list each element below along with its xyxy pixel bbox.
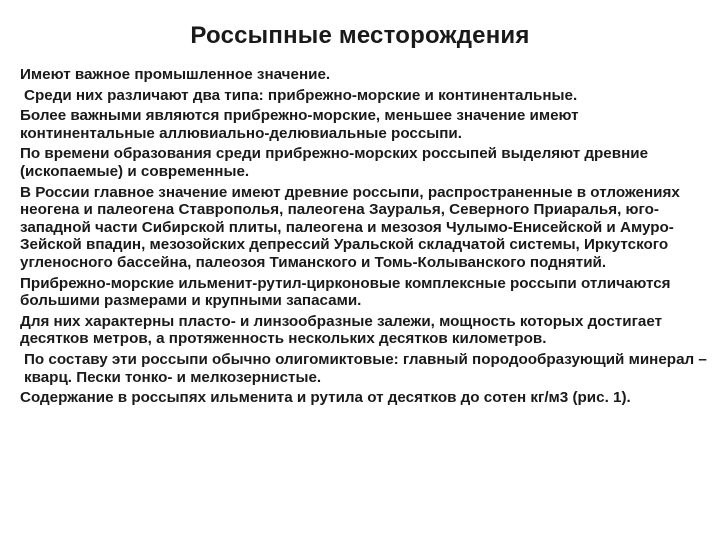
slide-title: Россыпные месторождения	[190, 22, 530, 49]
paragraph-3: Более важными являются прибрежно-морские, меньшее значение имеют континентальные аллювиально-делювиальные россыпи.	[20, 107, 579, 142]
paragraph-6: Прибрежно-морские ильменит-рутил-цирконовые комплексные россыпи отличаются большими размерами и крупными запасами.	[20, 274, 671, 310]
paragraph-4: По времени образования среди прибрежно-морских россыпей выделяют древние (ископаемые) и современные.	[20, 145, 649, 180]
paragraph-7: Для них характерны пласто- и линзообразные залежи, мощность которых достигает десятков метров, а протяженность нескольких десятков километров.	[20, 312, 663, 348]
paragraph-1: Имеют важное промышленное значение.	[20, 66, 331, 83]
paragraph-2: Среди них различают два типа: прибрежно-морские и континентальные.	[24, 86, 578, 104]
paragraph-9: Содержание в россыпях ильменита и рутила от десятков до сотен кг/м3 (рис. 1).	[20, 389, 631, 407]
paragraph-8: По составу эти россыпи обычно олигомиктовые: главный породообразующий минерал – кварц. Пески тонко- и мелкозернистые.	[24, 350, 707, 386]
paragraph-5: В России главное значение имеют древние россыпи, распространенные в отложениях неогена и палеогена Ставрополья, палеогена Зауралья, Северного Приаралья, юго-западной части Сибирской плиты, палеогена и мезозоя Чулымо-Енисейской и Амуро-Зейской впадин, мезозойских депрессий Уральской складчатой системы, Иркутского угленосного бассейна, палеозоя Тиманского и Томь-Колыванского поднятий.	[20, 183, 680, 271]
slide-body	[20, 66, 710, 410]
